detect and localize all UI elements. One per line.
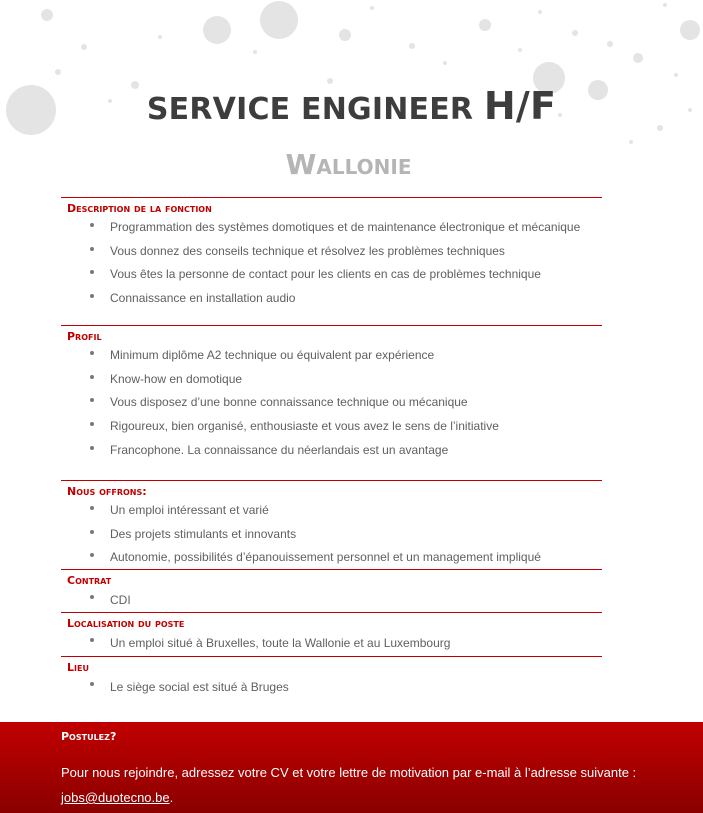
section-heading: Profil <box>67 330 102 343</box>
region-subtitle: Wallonie <box>285 148 412 181</box>
apply-text: Pour nous rejoindre, adressez votre CV et votre lettre de motivation par e-mail à l’adresse suivante : <box>61 765 637 780</box>
email-link[interactable]: jobs@duotecno.be <box>61 790 170 805</box>
apply-text-block <box>61 760 661 810</box>
section-offer <box>61 480 602 570</box>
place-list <box>61 675 602 699</box>
section-contract <box>61 569 602 612</box>
list-item: Vous êtes la personne de contact pour les clients en cas de problèmes technique <box>110 263 602 287</box>
list-item: Rigoureux, bien organisé, enthousiaste et vous avez le sens de l’initiative <box>110 415 602 439</box>
section-heading: Contrat <box>67 574 112 587</box>
list-item: Programmation des systèmes domotiques et de maintenance électronique et mécanique <box>110 216 602 240</box>
section-description <box>61 197 602 310</box>
section-location <box>61 612 602 655</box>
apply-trailing: . <box>169 790 174 805</box>
list-item: Vous donnez des conseils technique et résolvez les problèmes techniques <box>110 240 602 264</box>
section-heading: Nous offrons: <box>67 485 147 498</box>
list-item: Un emploi situé à Bruxelles, toute la Wallonie et au Luxembourg <box>110 631 602 655</box>
location-list <box>61 631 602 655</box>
section-profil <box>61 325 602 463</box>
list-item: Minimum diplôme A2 technique ou équivalent par expérience <box>110 344 602 368</box>
title-suffix: H/F <box>483 84 557 128</box>
list-item: Vous disposez d’une bonne connaissance technique ou mécanique <box>110 391 602 415</box>
list-item: Un emploi intéressant et varié <box>110 499 602 523</box>
list-item: Le siège social est situé à Bruges <box>110 675 602 699</box>
list-item: Des projets stimulants et innovants <box>110 523 602 547</box>
list-item: Connaissance en installation audio <box>110 287 602 311</box>
list-item: Francophone. La connaissance du néerlandais est un avantage <box>110 439 602 463</box>
title-main: SERVICE ENGINEER <box>146 92 474 127</box>
apply-footer <box>0 722 703 813</box>
section-heading: Lieu <box>67 661 89 674</box>
offer-list <box>61 499 602 570</box>
contract-list <box>61 588 602 612</box>
page-title <box>0 84 703 128</box>
description-list <box>61 216 602 310</box>
list-item: Know-how en domotique <box>110 368 602 392</box>
list-item: Autonomie, possibilités d’épanouissement personnel et un management impliqué <box>110 546 602 570</box>
section-place <box>61 656 602 699</box>
section-heading: Localisation du poste <box>67 617 185 630</box>
profil-list <box>61 344 602 463</box>
apply-heading: Postulez? <box>61 730 117 743</box>
section-heading: Description de la fonction <box>67 202 212 215</box>
list-item: CDI <box>110 588 602 612</box>
